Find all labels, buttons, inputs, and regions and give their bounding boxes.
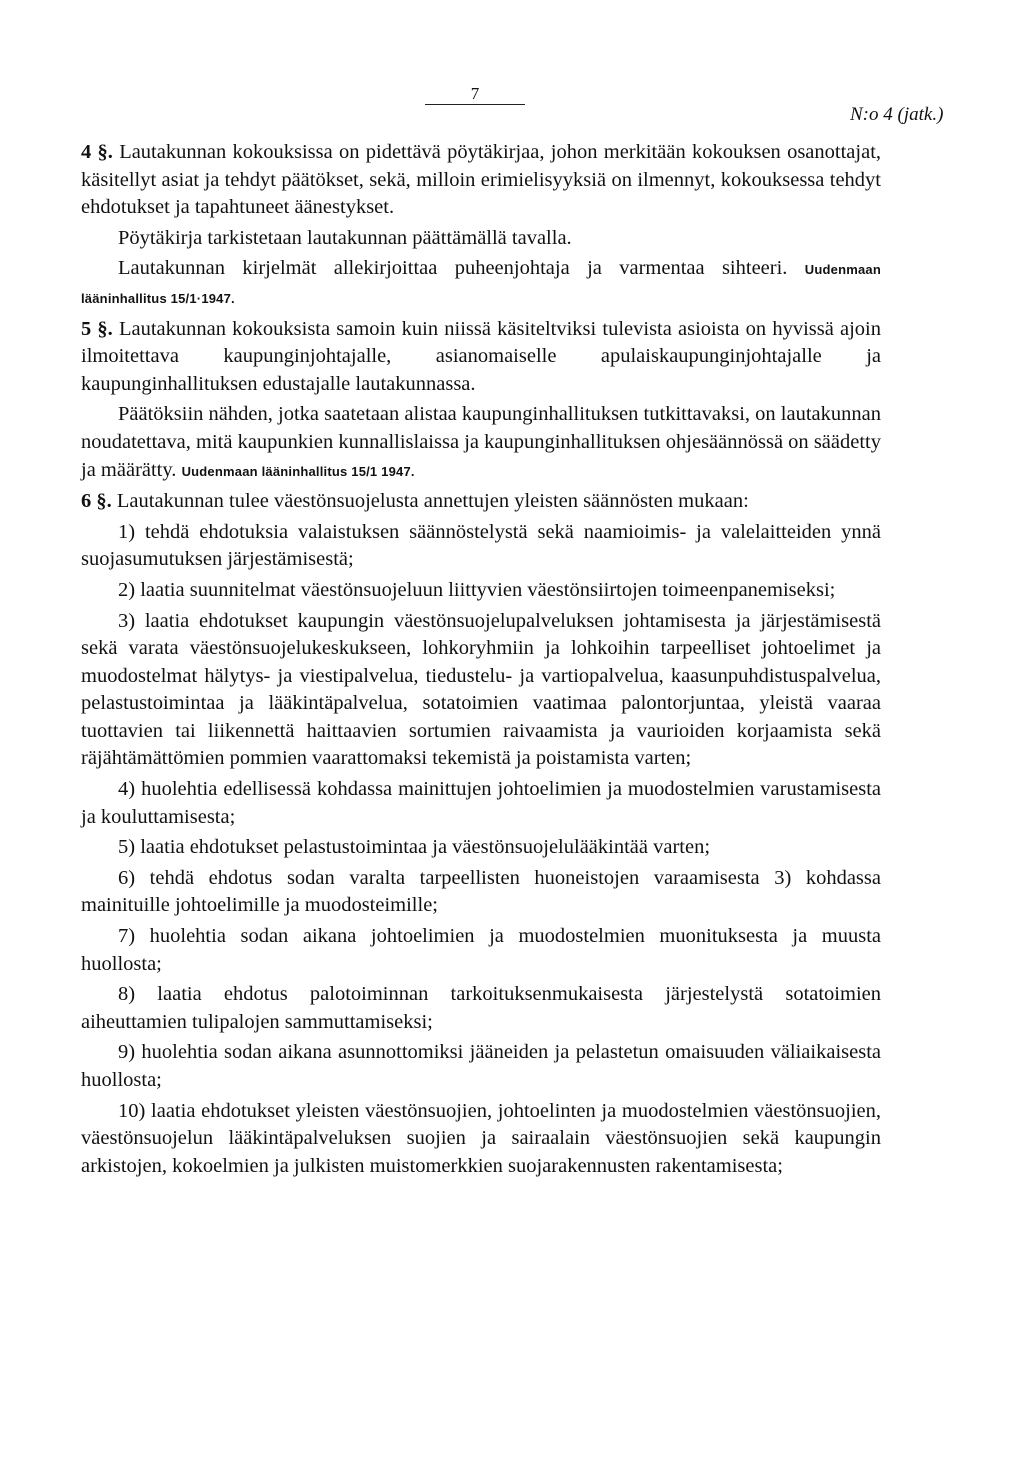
paragraph [81, 225, 881, 253]
paragraph-text: Lautakunnan kokouksissa on pidettävä pöytäkirjaa, johon merkitään kokouksen osanottajat, käsitellyt asiat ja tehdyt päätökset, sekä, milloin erimielisyyksiä on ilmennyt, kokouksessa tehdyt ehdotukset ja tapahtuneet äänestykset. [81, 141, 882, 219]
list-item-text: 3) laatia ehdotukset kaupungin väestönsuojelupalveluksen johtamisesta ja järjestämisestä sekä varata väestönsuojelukeskukseen, lohkoryhmiin ja lohkoihin tarpeelliset johtoelimet ja muodostelmat hälytys- ja viestipalvelua, tiedustelu- ja vartiopalvelua, kaasunpuhdistuspalvelua, pelastustoimintaa ja lääkintäpalvelua, sotatoimien vaatimaa palontorjuntaa, yleistä vaaraa tuottavien tai liikennettä haittaavien sortumien raivaamista ja vaurioiden korjaamista sekä räjähtämättömien pommien vaarattomaksi tekemistä ja poistamista varten; [81, 609, 881, 770]
list-item [81, 608, 881, 774]
page-number-rule [425, 104, 525, 105]
page-number: 7 [470, 84, 480, 103]
paragraph [81, 401, 881, 485]
list-item [81, 519, 881, 574]
paragraph-text: Lautakunnan kirjelmät allekirjoittaa puheenjohtaja ja varmentaa sihteeri. [118, 257, 788, 280]
list-item-text: 6) tehdä ehdotus sodan varalta tarpeellisten huoneistojen varaamisesta 3) kohdassa mainituille johtoelimille ja muodosteimille; [81, 866, 881, 917]
list-item-text: 9) huolehtia sodan aikana asunnottomiksi jääneiden ja pelastetun omaisuuden väliaikaisesta huollosta; [81, 1041, 881, 1091]
paragraph-text: Lautakunnan tulee väestönsuojelusta annettujen yleisten säännösten mukaan: [116, 490, 749, 513]
list-item [81, 1039, 881, 1094]
list-item-text: 4) huolehtia edellisessä kohdassa mainittujen johtoelimien ja muodostelmien varustamisesta ja kouluttamisesta; [81, 778, 881, 828]
section-number: 6 §. [81, 490, 112, 513]
list-item [81, 1098, 881, 1181]
list-item [81, 834, 881, 862]
source-note: Uudenmaan lääninhallitus 15/1·1947. [81, 262, 881, 306]
paragraph-text: Pöytäkirja tarkistetaan lautakunnan päättämällä tavalla. [118, 226, 572, 249]
list-item [81, 981, 881, 1036]
list-item [81, 577, 881, 605]
list-item [81, 865, 881, 920]
section-number: 5 §. [81, 317, 113, 340]
paragraph-text: Lautakunnan kokouksista samoin kuin niissä käsiteltviksi tulevista asioista on hyvissä ajoin ilmoitettava kaupunginjohtajalle, asianomaiselle apulaiskaupunginjohtajalle ja kaupunginhallituksen edustajalle lautakunnassa. [81, 317, 881, 395]
document-body [81, 139, 881, 1183]
list-item [81, 776, 881, 831]
paragraph [81, 255, 881, 312]
list-item [81, 923, 881, 978]
document-reference: N:o 4 (jatk.) [850, 104, 944, 125]
list-item-text: 8) laatia ehdotus palotoiminnan tarkoituksenmukaisesta järjestelystä sotatoimien aiheuttamien tulipalojen sammuttamiseksi; [81, 983, 881, 1033]
source-note: Uudenmaan lääninhallitus 15/1 1947. [181, 463, 415, 479]
list-item-text: 2) laatia suunnitelmat väestönsuojeluun liittyvien väestönsiirtojen toimeenpanemiseksi; [118, 578, 836, 601]
section-4-paragraph [81, 139, 881, 222]
section-6-paragraph [81, 488, 881, 516]
list-item-text: 5) laatia ehdotukset pelastustoimintaa ja väestönsuojelulääkintää varten; [118, 836, 711, 859]
list-item-text: 1) tehdä ehdotuksia valaistuksen säännöstelystä sekä naamioimis- ja valelaitteiden ynnä suojasumutuksen järjestämisestä; [81, 520, 881, 571]
list-item-text: 10) laatia ehdotukset yleisten väestönsuojien, johtoelinten ja muodostelmien väestönsuojien, väestönsuojelun lääkintäpalveluksen suojien ja sairaalain väestönsuojien sekä kaupungin arkistojen, kokoelmien ja julkisten muistomerkkien suojarakennusten rakentamisesta; [81, 1099, 881, 1177]
section-number: 4 §. [81, 141, 113, 163]
section-5-paragraph [81, 316, 881, 399]
paragraph-text: Päätöksiin nähden, jotka saatetaan alistaa kaupunginhallituksen tutkittavaksi, on lautakunnan noudatettava, mitä kaupunkien kunnallislaissa ja kaupunginhallituksen ohjesäännössä on säädetty ja määrätty. [81, 403, 881, 481]
list-item-text: 7) huolehtia sodan aikana johtoelimien ja muodostelmien muonituksesta ja muusta huollosta; [81, 925, 881, 975]
